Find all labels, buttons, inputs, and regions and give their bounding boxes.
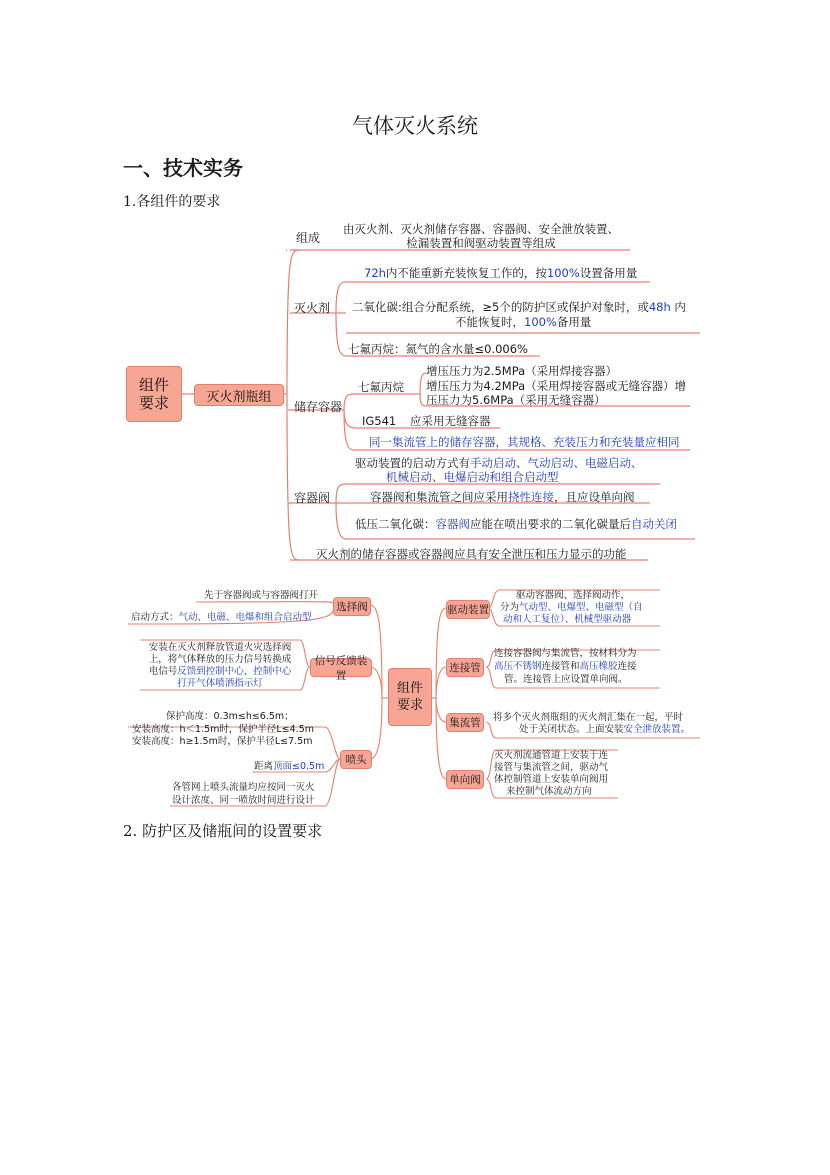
drive-text2-types: 气动型、电爆型、电磁型（自 xyxy=(519,602,643,613)
bottom-pressure-relief-text: 灭火剂的储存容器或容器阀应具有安全泄压和压力显示的功能 xyxy=(316,547,627,561)
check-valve-text2: 接管与集流管之间，驱动气 xyxy=(494,762,609,773)
node-connecting-pipe-label: 连接管 xyxy=(449,662,481,674)
valve-flexible-connection: 挠性连接 xyxy=(508,490,554,504)
drive-text2-start: 分为 xyxy=(500,602,520,613)
agent-line1-mid: 内不能重新充装恢复工作的，按 xyxy=(385,266,547,280)
storage-heptafluoropropane-label: 七氟丙烷 xyxy=(358,380,404,394)
signal-text3-blue: 反馈到控制中心，控制中心 xyxy=(177,666,292,677)
node-signal-feedback xyxy=(310,654,372,682)
valve-connection-start: 容器阀和集流管之间应采用 xyxy=(370,490,508,504)
pipe-text2 xyxy=(494,661,637,673)
signal-text3 xyxy=(140,666,300,678)
signal-text1: 安装在灭火剂释放管道火灾选择阀 xyxy=(148,642,292,653)
selector-valve-modes: 气动、电磁、电爆和组合启动型 xyxy=(178,612,312,623)
nozzle-install-height-low: 安装高度：h＜1.5m时，保护半径L≤4.5m xyxy=(132,724,314,735)
storage-pressure-line2: 增压压力为4.2MPa（采用焊接容器或无缝容器）增 xyxy=(426,379,687,393)
composition-text-line1: 由灭火剂、灭火剂储存容器、容器阀、安全泄放装置、 xyxy=(343,222,619,236)
nozzle-distance xyxy=(254,761,324,773)
selector-valve-text1: 先于容器阀或与容器阀打开 xyxy=(204,590,319,601)
node-agent-cylinder-group-label: 灭火剂瓶组 xyxy=(206,389,272,405)
node-check-valve-label: 单向阀 xyxy=(449,774,481,786)
agent-line3-end: 备用量 xyxy=(556,315,592,329)
signal-text3-start: 电信号 xyxy=(148,666,178,677)
branch-container-valve-label: 容器阀 xyxy=(294,491,331,505)
branch-agent-label: 灭火剂 xyxy=(294,301,331,315)
agent-line2-end: 内 xyxy=(670,300,686,314)
valve-connection-end: ，且应设单向阀 xyxy=(554,490,635,504)
composition-text-line2: 检漏装置和阀驱动装置等组成 xyxy=(406,236,556,250)
check-valve-text3: 体控制管道上安装单向阀用 xyxy=(494,774,609,785)
pipe-and: 连接管和 xyxy=(541,661,580,672)
agent-line1-end: 设置备用量 xyxy=(579,266,638,280)
selector-valve-text2 xyxy=(131,612,312,624)
selector-valve-start-mode: 启动方式： xyxy=(131,612,179,623)
node-selector-valve xyxy=(333,597,371,616)
manifold-relief: 安全泄放装置 xyxy=(623,724,681,735)
node-check-valve xyxy=(446,770,484,789)
manifold-text2 xyxy=(519,724,690,736)
drive-text1: 驱动容器阀、选择阀动作， xyxy=(516,590,631,601)
agent-co2-text: 二氧化碳:组合分配系统，≥5个的防护区或保护对象时，或 xyxy=(352,300,649,314)
branch-composition-label: 组成 xyxy=(296,231,321,245)
nozzle-distance-value: 顶面≤0.5m xyxy=(273,761,325,772)
valve-lp-start: 低压二氧化碳： xyxy=(355,517,436,531)
nozzle-distance-start: 距离 xyxy=(254,761,274,772)
node-manifold-label: 集流管 xyxy=(449,717,481,729)
agent-line4: 七氟丙烷：氮气的含水量≤0.006% xyxy=(348,342,528,356)
pipe-connect: 连接 xyxy=(617,661,637,672)
agent-48h: 48h xyxy=(648,300,671,314)
storage-ig541-text: 应采用无缝容器 xyxy=(410,414,491,428)
node-drive-device-label: 驱动装置 xyxy=(447,604,489,616)
subheading-components: 1.各组件的要求 xyxy=(123,194,221,210)
section-heading: 一、技术实务 xyxy=(123,156,243,180)
check-valve-text4: 来控制气体流动方向 xyxy=(506,786,592,797)
valve-lp-valve: 容器阀 xyxy=(435,517,470,531)
pipe-text1: 连接容器阀与集流管，按材料分为 xyxy=(494,648,637,659)
storage-pressure-line1: 增压压力为2.5MPa（采用焊接容器） xyxy=(426,364,618,378)
subheading-protection-zone: 2. 防护区及储瓶间的设置要求 xyxy=(123,822,323,840)
manifold-text2-end: 。 xyxy=(680,724,691,735)
pipe-rubber: 高压橡胶 xyxy=(579,661,618,672)
node-signal-feedback-label: 信号反馈装置 xyxy=(314,654,368,682)
branch-storage-container-label: 储存容器 xyxy=(294,400,343,414)
drive-text2 xyxy=(500,602,643,614)
manifold-text2-start: 处于关闭状态。上面安装 xyxy=(519,724,624,735)
drive-text3: 动和人工复位）、机械型驱动器 xyxy=(503,614,632,625)
node-connecting-pipe xyxy=(446,658,484,677)
manifold-text1: 将多个灭火剂瓶组的灭火剂汇集在一起，平时 xyxy=(493,712,684,723)
node-manifold xyxy=(446,713,484,732)
agent-100pct-a: 100% xyxy=(546,266,580,280)
valve-drive-line1-start: 驱动装置的启动方式有 xyxy=(355,456,470,470)
nozzle-flow-text2: 设计浓度、同一喷放时间进行设计 xyxy=(172,795,315,806)
node-selector-valve-label: 选择阀 xyxy=(336,601,368,613)
node-nozzle xyxy=(340,750,372,769)
doc-title: 气体灭火系统 xyxy=(352,114,478,138)
root-node2-component-requirements xyxy=(388,668,432,726)
pipe-text3: 管。连接管上应设置单向阀。 xyxy=(504,674,628,685)
agent-72h: 72h xyxy=(364,266,386,280)
storage-pressure-line3: 压压力为5.6MPa（采用无缝容器） xyxy=(426,393,606,407)
valve-lp-mid: 应能在喷出要求的二氧化碳量后 xyxy=(470,517,631,531)
check-valve-text1: 灭火剂流通管道上安装于连 xyxy=(494,750,609,761)
root-node-label: 组件 要求 xyxy=(138,376,169,412)
signal-text2: 上，将气体释放的压力信号转换成 xyxy=(148,654,292,665)
storage-same-manifold-text: 同一集流管上的储存容器，其规格、充装压力和充装量应相同 xyxy=(369,435,680,449)
node-nozzle-label: 喷头 xyxy=(345,754,367,766)
storage-ig541-label: IG541 xyxy=(362,414,397,428)
node-drive-device xyxy=(446,600,490,619)
signal-text4: 打开气体喷洒指示灯 xyxy=(177,678,263,689)
valve-drive-line2: 机械启动、电爆启动和组合启动型 xyxy=(386,470,559,484)
nozzle-flow-text1: 各管网上喷头流量均应按同一灭火 xyxy=(172,782,315,793)
root-node2-label: 组件 要求 xyxy=(396,681,423,713)
pipe-stainless: 高压不锈钢 xyxy=(494,661,542,672)
nozzle-install-height-high: 安装高度：h≥1.5m时，保护半径L≤7.5m xyxy=(132,736,313,747)
nozzle-protect-height: 保护高度：0.3m≤h≤6.5m； xyxy=(166,711,294,722)
agent-line3-start: 不能恢复时， xyxy=(455,315,524,329)
agent-100pct-b: 100% xyxy=(524,315,557,329)
valve-lp-autoclose: 自动关闭 xyxy=(631,517,677,531)
valve-drive-methods: 手动启动、气动启动、电磁启动、 xyxy=(470,456,643,470)
